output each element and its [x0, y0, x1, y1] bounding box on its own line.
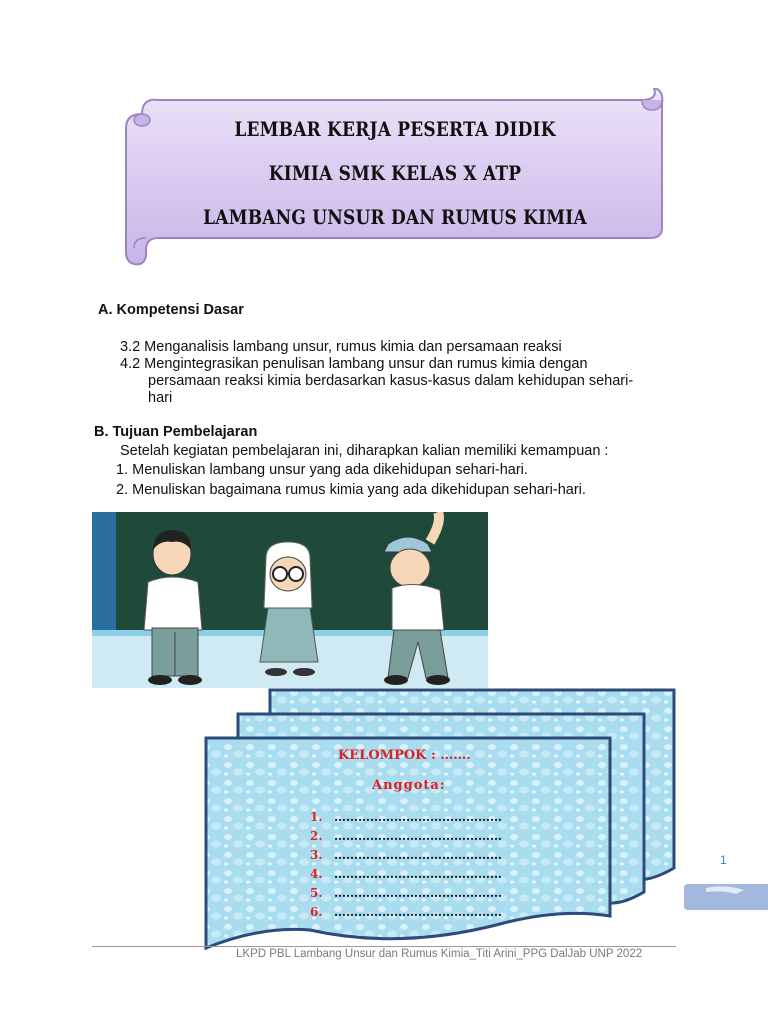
kelompok-label: KELOMPOK : …….	[338, 748, 471, 763]
member-line: 2. ……………………………………	[310, 829, 502, 843]
kd-item-4-2-cont2: hari	[148, 390, 173, 406]
member-line: 5. ……………………………………	[310, 886, 502, 900]
title-line-2: KIMIA SMK KELAS X ATP	[268, 162, 522, 186]
title-line-1: LEMBAR KERJA PESERTA DIDIK	[234, 118, 556, 142]
footer-divider	[92, 946, 676, 947]
member-line: 4. ……………………………………	[310, 867, 502, 881]
tujuan-intro: Setelah kegiatan pembelajaran ini, diharapkan kalian memiliki kemampuan :	[120, 443, 609, 459]
section-a-heading: A. Kompetensi Dasar	[98, 302, 244, 318]
section-b-heading: B. Tujuan Pembelajaran	[94, 424, 258, 440]
anggota-label: Anggota:	[372, 778, 446, 793]
page-tab-decoration	[684, 884, 768, 910]
member-line: 6. ……………………………………	[310, 905, 502, 919]
kd-item-4-2-cont: persamaan reaksi kimia berdasarkan kasus-kasus dalam kehidupan sehari-	[148, 373, 634, 389]
member-line: 3. ……………………………………	[310, 848, 502, 862]
page-number: 1	[720, 853, 727, 867]
student-girl-middle	[260, 542, 318, 676]
title-block	[150, 114, 640, 246]
tujuan-goal-1: 1. Menuliskan lambang unsur yang ada dikehidupan sehari-hari.	[116, 462, 528, 478]
tujuan-goal-2: 2. Menuliskan bagaimana rumus kimia yang ada dikehidupan sehari-hari.	[116, 482, 586, 498]
kd-item-4-2: 4.2 Mengintegrasikan penulisan lambang unsur dan rumus kimia dengan	[120, 356, 588, 372]
title-line-3: LAMBANG UNSUR DAN RUMUS KIMIA	[203, 206, 587, 230]
footer-text: LKPD PBL Lambang Unsur dan Rumus Kimia_Titi Arini_PPG DalJab UNP 2022	[236, 948, 643, 960]
students-illustration	[92, 512, 488, 688]
kd-item-3-2: 3.2 Menganalisis lambang unsur, rumus kimia dan persamaan reaksi	[120, 339, 562, 355]
member-line: 1. ……………………………………	[310, 810, 502, 824]
